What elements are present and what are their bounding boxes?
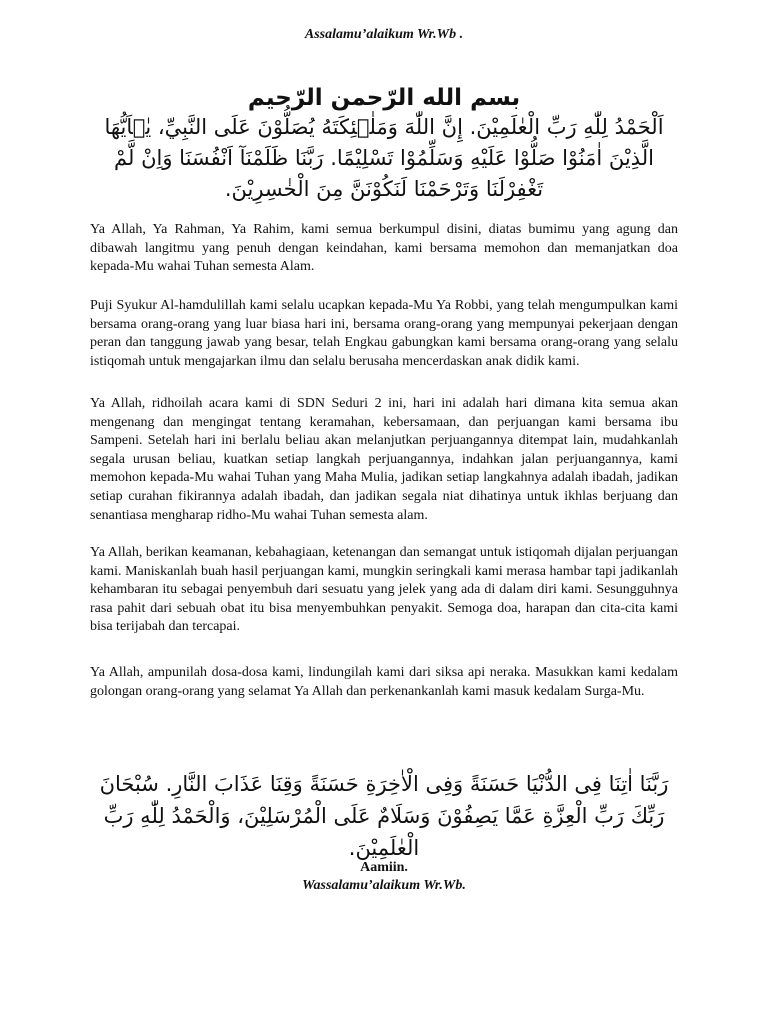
- paragraph-1: Ya Allah, Ya Rahman, Ya Rahim, kami semua berkumpul disini, diatas bumimu yang agung dan dibawah langitmu yang penuh dengan keindahan, kami bersama memohon dan memanjatkan doa kepada-Mu wahai Tuhan semesta Alam.: [90, 222, 678, 275]
- opening-greeting: Assalamu’alaikum Wr.Wb .: [304, 27, 464, 42]
- paragraph-2: Puji Syukur Al-hamdulillah kami selalu ucapkan kepada-Mu Ya Robbi, yang telah mengumpulkan kami bersama orang-orang yang luar biasa hari ini, bersama orang-orang yang mempunyai pekerjaan dengan peran dan tanggung jawab yang besar, telah Engkau gabungkan kami bersama orang-orang yang selalu istiqomah untuk mengajarkan ilmu dan selalu berusaha mencerdaskan anak didik kami.: [90, 298, 678, 369]
- opening-arabic-prayer: اَلْحَمْدُ لِلّٰهِ رَبِّ الْعٰلَمِيْنَ. إِنَّ اللّٰهَ وَمَلٰۤئِكَتَهُ يُصَلُّوْنَ عَلَى النَّبِيِّ، يٰۤاَيُّهَا الَّذِيْنَ اٰمَنُوْا صَلُّوْا عَلَيْهِ وَسَلِّمُوْا تَسْلِيْمًا. رَبَّنَا ظَلَمْنَآ اَنْفُسَنَا وَاِنْ لَّمْ تَغْفِرْلَنَا وَتَرْحَمْنَا لَنَكُوْنَنَّ مِنَ الْخٰسِرِيْنَ.: [104, 115, 664, 201]
- closing-greeting: Wassalamu’alaikum Wr.Wb.: [302, 878, 466, 893]
- paragraph-5: Ya Allah, ampunilah dosa-dosa kami, lindungilah kami dari siksa api neraka. Masukkan kami kedalam golongan orang-orang yang selamat Ya Allah dan perkenankanlah kami masuk kedalam Surga-Mu.: [90, 665, 678, 699]
- paragraph-4: Ya Allah, berikan keamanan, kebahagiaan, ketenangan dan semangat untuk istiqomah dijalan perjuangan kami. Maniskanlah buah hasil perjuangan kami, mungkin seringkali kami merasa hambar tapi jadikanlah kehambaran itu sebagai penyembuh dari sesuatu yang jelek yang ada di dalam diri kami. Sesungguhnya rasa pahit dari sebuah obat itu bisa menyembuhkan penyakit. Semoga doa, harapan dan cita-cita kami bisa terijabah dan tercapai.: [90, 545, 678, 635]
- closing-arabic-prayer: رَبَّنَا اٰتِنَا فِى الدُّنْيَا حَسَنَةً وَفِى الْاٰخِرَةِ حَسَنَةً وَقِنَا عَذَابَ النَّارِ. سُبْحَانَ رَبِّكَ رَبِّ الْعِزَّةِ عَمَّا يَصِفُوْنَ وَسَلَامٌ عَلَى الْمُرْسَلِيْنَ، وَالْحَمْدُ لِلّٰهِ رَبِّ الْعٰلَمِيْنَ.: [99, 772, 669, 860]
- paragraph-3: Ya Allah, ridhoilah acara kami di SDN Seduri 2 ini, hari ini adalah hari dimana kita semua akan mengenang dan mengingat tentang keramahan, kebersamaan, dan perjuangan kami bersama ibu Sampeni. Setelah hari ini berlalu beliau akan melanjutkan perjuangannya ditempat lain, mudahkanlah segala urusan beliau, kuatkan setiap langkah perjuangannya, indahkan jalan perjuangannya, kami memohon kepada-Mu wahai Tuhan yang Maha Mulia, jadikan setiap langkahnya adalah ibadah, jadikan setiap curahan fikirannya adalah ibadah, dan jadikan segala niat dihatinya untuk ikhlas berjuang dan senantiasa mengharap ridho-Mu wahai Tuhan semesta alam.: [90, 396, 678, 523]
- aamiin-text: Aamiin.: [360, 860, 408, 875]
- basmala-heading: بسم الله الرّحمن الرّحيم: [247, 85, 521, 111]
